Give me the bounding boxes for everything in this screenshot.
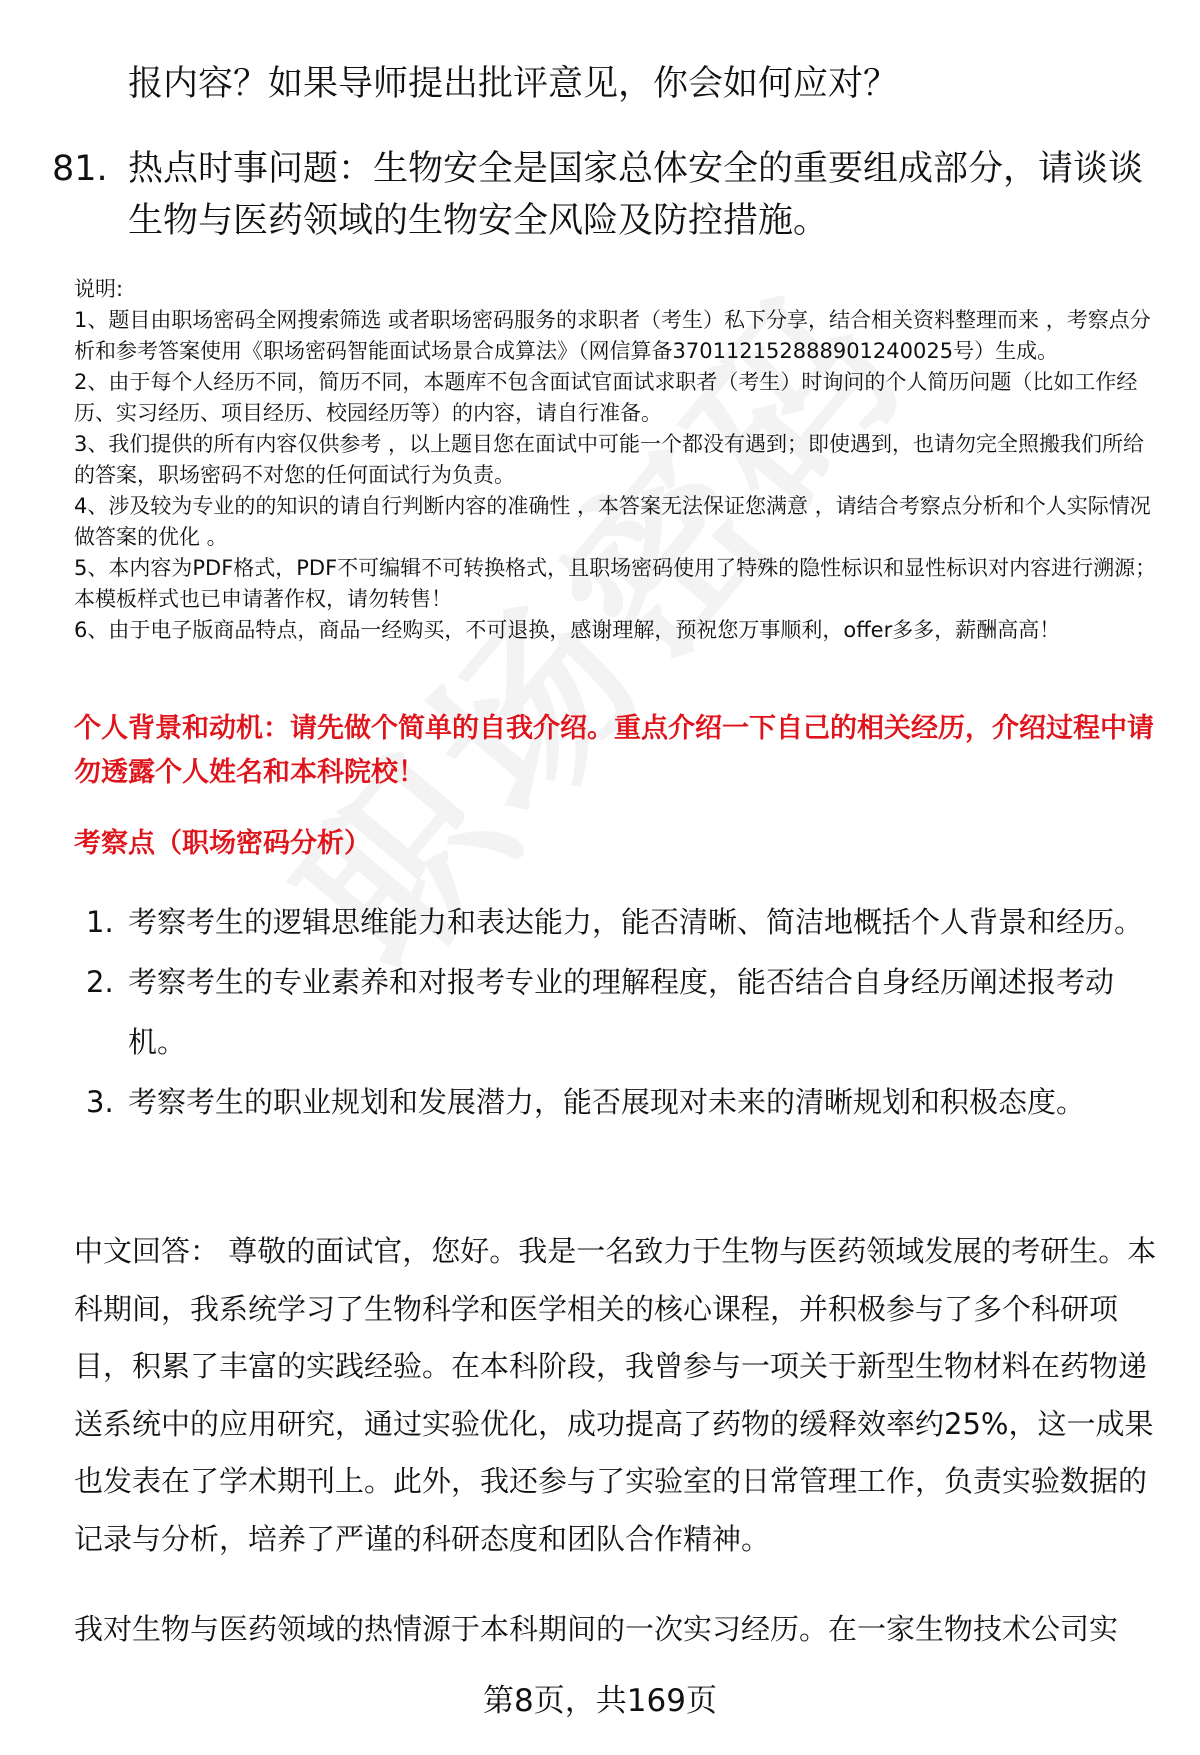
key-points-title: 考察点（职场密码分析）	[74, 828, 371, 859]
key-points-list	[86, 892, 1146, 1132]
notes-block	[74, 274, 1160, 646]
question-number: 81.	[52, 149, 108, 189]
notes-title: 说明:	[74, 277, 124, 301]
key-point-number: 1.	[86, 905, 114, 939]
question-81	[52, 143, 1152, 247]
note-item: 5、本内容为PDF格式，PDF不可编辑不可转换格式，且职场密码使用了特殊的隐性标识和显性标识对内容进行溯源；本模板样式也已申请著作权，请勿转售！	[74, 556, 1157, 611]
note-item: 4、涉及较为专业的的知识的请自行判断内容的准确性 ，本答案无法保证您满意 ，请结合考察点分析和个人实际情况做答案的优化 。	[74, 494, 1151, 549]
note-item: 2、由于每个人经历不同，简历不同，本题库不包含面试官面试求职者（考生）时询问的个人简历问题（比如工作经历、实习经历、项目经历、校园经历等）的内容，请自行准备。	[74, 370, 1138, 425]
note-item: 6、由于电子版商品特点，商品一经购买，不可退换，感谢理解，预祝您万事顺利，offer多多，薪酬高高！	[74, 618, 1061, 642]
note-item: 1、题目由职场密码全网搜索筛选 或者职场密码服务的求职者（考生）私下分享，结合相关资料整理而来 ，考察点分析和参考答案使用《职场密码智能面试场景合成算法》（网信算备370112152888901240025号）生成。	[74, 308, 1151, 363]
question-text: 热点时事问题：生物安全是国家总体安全的重要组成部分，请谈谈生物与医药领域的生物安全风险及防控措施。	[128, 149, 1144, 241]
background-question: 个人背景和动机：请先做个简单的自我介绍。重点介绍一下自己的相关经历，介绍过程中请勿透露个人姓名和本科院校！	[74, 713, 1154, 788]
answer-paragraph: 我对生物与医药领域的热情源于本科期间的一次实习经历。在一家生物技术公司实	[74, 1612, 1119, 1646]
answer-paragraph: 中文回答： 尊敬的面试官，您好。我是一名致力于生物与医药领域发展的考研生。本科期间，我系统学习了生物科学和医学相关的核心课程，并积极参与了多个科研项目，积累了丰富的实践经验。在本科阶段，我曾参与一项关于新型生物材料在药物递送系统中的应用研究，通过实验优化，成功提高了药物的缓释效率约25%，这一成果也发表在了学术期刊上。此外，我还参与了实验室的日常管理工作，负责实验数据的记录与分析，培养了严谨的科研态度和团队合作精神。	[74, 1234, 1157, 1556]
key-point-item	[86, 952, 1146, 1072]
page-footer: 第8页，共169页	[483, 1683, 717, 1719]
key-point-number: 2.	[86, 965, 114, 999]
key-point-text: 考察考生的职业规划和发展潜力，能否展现对未来的清晰规划和积极态度。	[128, 1085, 1086, 1119]
key-point-item	[86, 892, 1146, 952]
key-point-item	[86, 1072, 1146, 1132]
key-point-number: 3.	[86, 1085, 114, 1119]
key-point-text: 考察考生的逻辑思维能力和表达能力，能否清晰、简洁地概括个人背景和经历。	[128, 905, 1144, 939]
note-item: 3、我们提供的所有内容仅供参考 ，以上题目您在面试中可能一个都没有遇到；即使遇到，也请勿完全照搬我们所给的答案，职场密码不对您的任何面试行为负责。	[74, 432, 1145, 487]
question-continuation: 报内容？如果导师提出批评意见，你会如何应对？	[128, 64, 899, 104]
key-point-text: 考察考生的专业素养和对报考专业的理解程度，能否结合自身经历阐述报考动机。	[128, 965, 1115, 1059]
